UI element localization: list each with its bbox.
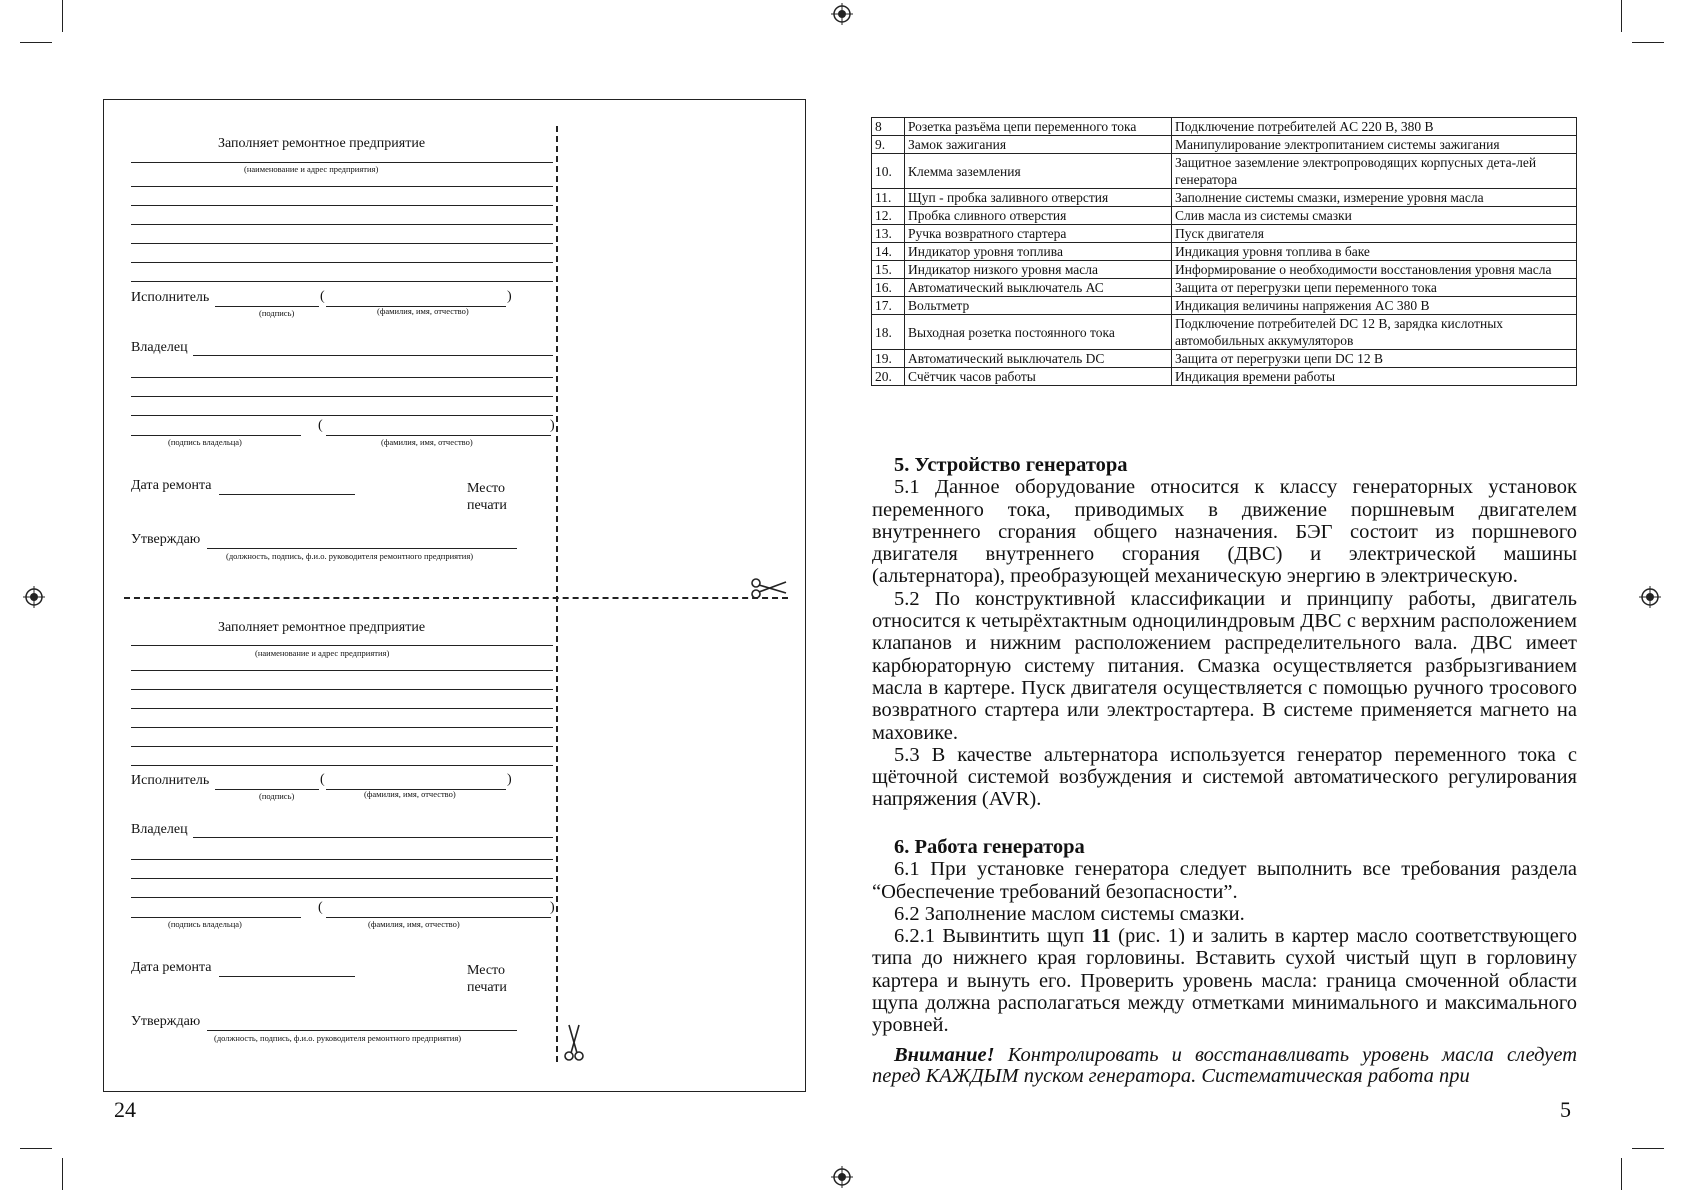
table-cell-num: 11. (872, 189, 905, 207)
enterprise-caption: (наименование и адрес предприятия) (244, 164, 379, 174)
stamp-place: Место (467, 963, 505, 978)
approve-caption: (должность, подпись, ф.и.о. руководителя ремонтного предприятия) (214, 1033, 462, 1043)
table-cell-num: 12. (872, 207, 905, 225)
page-number-right: 5 (1560, 1097, 1571, 1122)
registration-mark-icon (1639, 586, 1661, 608)
table-cell-name: Щуп - пробка заливного отверстия (905, 189, 1172, 207)
table-row (872, 279, 1577, 297)
table-row (872, 368, 1577, 386)
owner-name-caption: (фамилия, имя, отчество) (368, 919, 460, 929)
table-cell-num: 10. (872, 154, 905, 189)
table-cell-purpose: Подключение потребителей AC 220 В, 380 В (1172, 118, 1577, 136)
paragraph: 5.3 В качестве альтернатора используется генератор переменного тока с щёточной системой возбуждения и системой автоматического регулирования напряжения (AVR). (872, 743, 1577, 811)
executor-sign-caption: (подпись) (259, 791, 295, 801)
table-cell-name: Вольтметр (905, 297, 1172, 315)
table-row (872, 243, 1577, 261)
table-row (872, 154, 1577, 189)
table-cell-name: Пробка сливного отверстия (905, 207, 1172, 225)
cut-line-horizontal (124, 597, 788, 599)
crop-mark (20, 42, 52, 43)
owner-label: Владелец (131, 822, 188, 837)
crop-mark (1621, 0, 1622, 32)
table-cell-name: Ручка возвратного стартера (905, 225, 1172, 243)
scissors-icon (562, 1022, 586, 1062)
owner-sign-caption: (подпись владельца) (168, 919, 242, 929)
owner-label: Владелец (131, 340, 188, 355)
repair-coupon-frame (103, 99, 806, 1092)
scissors-icon (750, 576, 790, 600)
table-row (872, 297, 1577, 315)
table-row (872, 315, 1577, 350)
paragraph: 6.2.1 Вывинтить щуп 11 (рис. 1) и залить в картер масло соответствующего типа до нижнего края горловины. Вставить сухой чистый щуп в горловину картера и вынуть его. Проверить уровень масла: граница смоченной области щупа должна располагаться между отметками минимального и максимального уровней. (872, 925, 1578, 1037)
table-cell-num: 19. (872, 350, 905, 368)
paragraph: 5.2 По конструктивной классификации и принципу работы, двигатель относится к четырёхтактным одноцилиндровым ДВС с верхним расположением клапанов и нижним расположением распределительного вала. ДВС имеет карбюраторную систему питания. Смазка осуществляется разбрызгиванием масла в картере. Пуск двигателя осуществляется с помощью ручного тросового возвратного стартера или электростартера. В системе применяется магнето на маховике. (872, 587, 1577, 744)
crop-mark (1621, 1158, 1622, 1190)
table-cell-name: Выходная розетка постоянного тока (905, 315, 1172, 350)
crop-mark (20, 1148, 52, 1149)
table-cell-purpose: Информирование о необходимости восстановления уровня масла (1172, 261, 1577, 279)
registration-mark-icon (831, 1166, 853, 1188)
table-cell-purpose: Индикация уровня топлива в баке (1172, 243, 1577, 261)
table-cell-purpose: Пуск двигателя (1172, 225, 1577, 243)
crop-mark (62, 1158, 63, 1190)
executor-label: Исполнитель (131, 290, 210, 305)
table-cell-name: Автоматический выключатель DC (905, 350, 1172, 368)
owner-name-caption: (фамилия, имя, отчество) (381, 437, 473, 447)
repair-date-label: Дата ремонта (131, 478, 212, 493)
table-cell-name: Счётчик часов работы (905, 368, 1172, 386)
table-cell-name: Индикатор уровня топлива (905, 243, 1172, 261)
executor-sign-caption: (подпись) (259, 308, 295, 318)
table-cell-purpose: Подключение потребителей DC 12 В, зарядка кислотных автомобильных аккумуляторов (1172, 315, 1577, 350)
registration-mark-icon (23, 586, 45, 608)
table-cell-num: 18. (872, 315, 905, 350)
stamp-place: Место (467, 481, 505, 496)
table-cell-num: 9. (872, 136, 905, 154)
enterprise-caption: (наименование и адрес предприятия) (255, 648, 390, 658)
table-cell-num: 14. (872, 243, 905, 261)
table-cell-purpose: Защита от перегрузки цепи переменного тока (1172, 279, 1577, 297)
executor-label: Исполнитель (131, 773, 210, 788)
table-row (872, 350, 1577, 368)
table-cell-purpose: Манипулирование электропитанием системы зажигания (1172, 136, 1577, 154)
table-cell-num: 17. (872, 297, 905, 315)
cut-line-vertical (556, 126, 558, 1062)
table-cell-purpose: Индикация времени работы (1172, 368, 1577, 386)
fill-by-heading: Заполняет ремонтное предприятие (218, 136, 426, 151)
fill-by-heading: Заполняет ремонтное предприятие (218, 620, 426, 635)
table-row (872, 261, 1577, 279)
components-table (871, 117, 1577, 386)
crop-mark (1632, 1148, 1664, 1149)
stamp-place: печати (467, 498, 507, 513)
registration-mark-icon (831, 3, 853, 25)
crop-mark (62, 0, 63, 32)
paragraph: 5.1 Данное оборудование относится к классу генераторных установок переменного тока, приводимых в движение поршневым двигателем внутреннего сгорания общего назначения. БЭГ состоит из поршневого двигателя внутреннего сгорания (ДВС) и электрической машины (альтернатора), преобразующей механическую энергию в электрическую. (872, 476, 1577, 588)
page-number-left: 24 (114, 1097, 136, 1122)
table-cell-purpose: Индикация величины напряжения AC 380 В (1172, 297, 1577, 315)
warning-paragraph: Внимание! Контролировать и восстанавливать уровень масла следует перед КАЖДЫМ пуском генератора. Систематическая работа при (872, 1043, 1577, 1087)
table-cell-name: Автоматический выключатель АС (905, 279, 1172, 297)
executor-name-caption: (фамилия, имя, отчество) (364, 789, 456, 799)
executor-name-caption: (фамилия, имя, отчество) (377, 306, 469, 316)
approve-label: Утверждаю (131, 532, 201, 547)
table-cell-purpose: Заполнение системы смазки, измерение уровня масла (1172, 189, 1577, 207)
table-row (872, 207, 1577, 225)
crop-mark (1632, 42, 1664, 43)
owner-sign-caption: (подпись владельца) (168, 437, 242, 447)
table-row (872, 136, 1577, 154)
paragraph: 6.1 При установке генератора следует выполнить все требования раздела “Обеспечение требований безопасности”. (872, 858, 1577, 903)
table-cell-purpose: Защита от перегрузки цепи DC 12 В (1172, 350, 1577, 368)
table-cell-num: 16. (872, 279, 905, 297)
repair-date-label: Дата ремонта (131, 960, 212, 975)
table-row (872, 118, 1577, 136)
table-cell-name: Розетка разъёма цепи переменного тока (905, 118, 1172, 136)
table-cell-num: 8 (872, 118, 905, 136)
table-cell-purpose: Слив масла из системы смазки (1172, 207, 1577, 225)
table-cell-num: 13. (872, 225, 905, 243)
approve-label: Утверждаю (131, 1014, 201, 1029)
table-cell-purpose: Защитное заземление электропроводящих корпусных дета-лей генератора (1172, 154, 1577, 189)
table-cell-name: Замок зажигания (905, 136, 1172, 154)
table-cell-num: 20. (872, 368, 905, 386)
stamp-place: печати (467, 980, 507, 995)
section-heading: 6. Работа генератора (894, 836, 1085, 858)
section-6 (872, 836, 1577, 1087)
section-5 (872, 454, 1577, 811)
paragraph: 6.2 Заполнение маслом системы смазки. (894, 902, 1245, 925)
table-cell-name: Индикатор низкого уровня масла (905, 261, 1172, 279)
table-row (872, 189, 1577, 207)
section-heading: 5. Устройство генератора (894, 454, 1128, 476)
table-cell-num: 15. (872, 261, 905, 279)
approve-caption: (должность, подпись, ф.и.о. руководителя ремонтного предприятия) (226, 551, 474, 561)
table-cell-name: Клемма заземления (905, 154, 1172, 189)
table-row (872, 225, 1577, 243)
